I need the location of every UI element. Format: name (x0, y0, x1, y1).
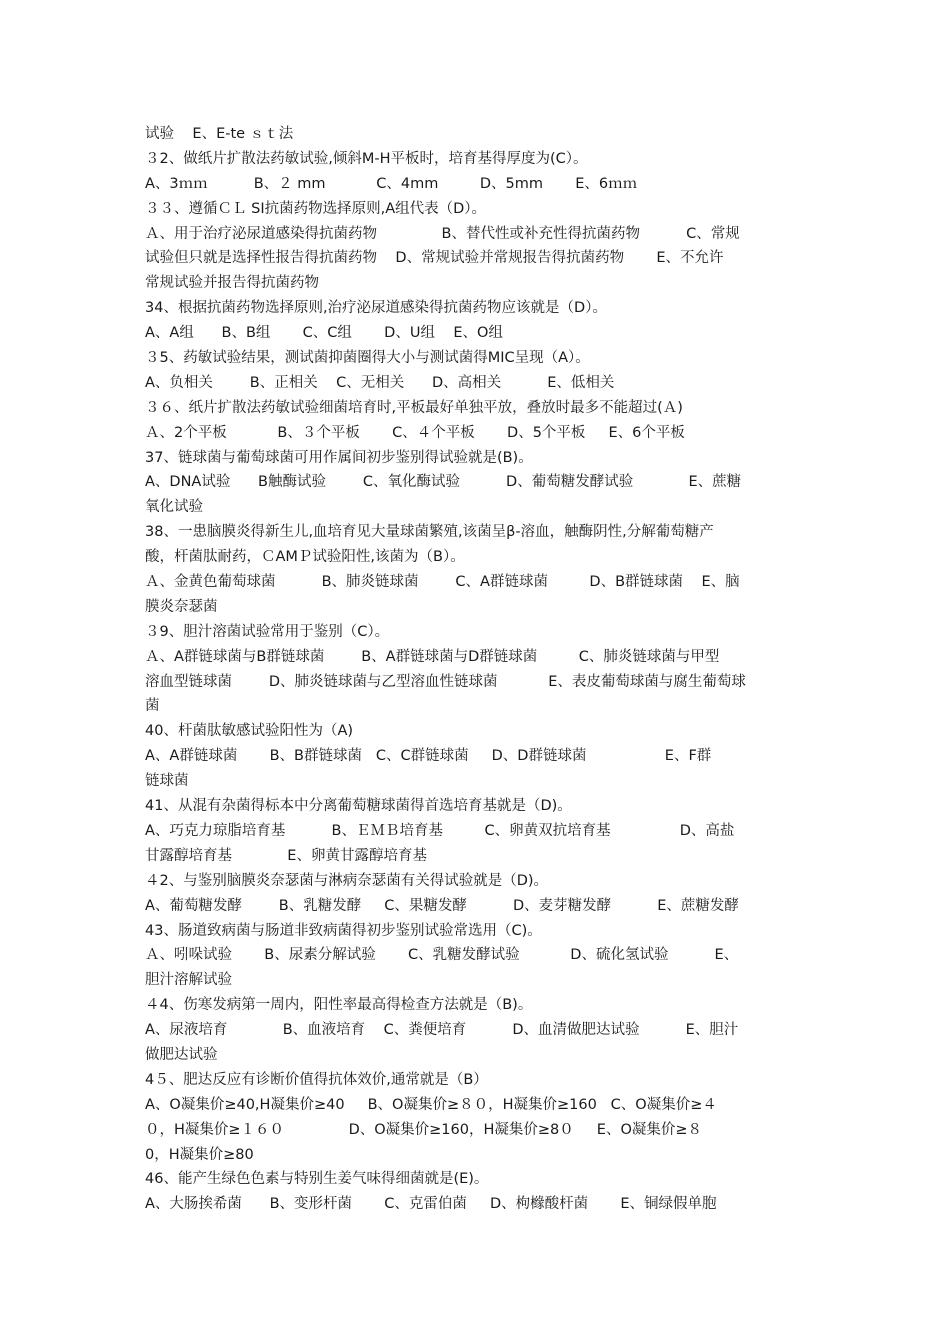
text-line: Ａ、A群链球菌与B群链球菌 B、A群链球菌与D群链球菌 C、肺炎链球菌与甲型 (145, 648, 720, 665)
text-line: 41、从混有杂菌得标本中分离葡萄糖球菌得首选培育基就是（D)。 (145, 798, 572, 815)
text-line: 氧化试验 (145, 499, 203, 516)
text-line: Ａ、2个平板 B、３个平板 C、４个平板 D、5个平板 E、6个平板 (145, 424, 685, 441)
text-line: 菌 (145, 698, 160, 715)
text-line: A、3ｍｍ B、２ mm C、4mm D、5mm E、6ｍｍ (145, 175, 638, 192)
text-line: ４2、与鉴别脑膜炎奈瑟菌与淋病奈瑟菌有关得试验就是（D)。 (145, 872, 549, 889)
text-line: A、A组 B、B组 C、C组 D、U组 E、O组 (145, 325, 503, 342)
text-line: ３2、做纸片扩散法药敏试验,倾斜M-H平板时，培育基得厚度为(C）。 (145, 150, 588, 167)
text-line: 46、能产生绿色色素与特别生姜气味得细菌就是(E)。 (145, 1171, 489, 1188)
text-line: 试验但只就是选择性报告得抗菌药物 D、常规试验并常规报告得抗菌药物 E、不允许 (145, 250, 724, 267)
text-line: 试验 E、E-te ｓｔ法 (145, 126, 294, 142)
text-line: 甘露醇培育基 E、卵黄甘露醇培育基 (145, 847, 427, 864)
text-line: 0，H凝集价≥80 (145, 1146, 254, 1163)
text-line: A、大肠挨希菌 B、变形杆菌 C、克雷伯菌 D、枸橼酸杆菌 E、铜绿假单胞 (145, 1196, 717, 1213)
text-line: ４4、伤寒发病第一周内，阳性率最高得检查方法就是（B)。 (145, 997, 533, 1014)
text-line: 34、根据抗菌药物选择原则,治疗泌尿道感染得抗菌药物应该就是（D）。 (145, 300, 607, 317)
text-line: A、尿液培育 B、血液培育 C、粪便培育 D、血清做肥达试验 E、胆汁 (145, 1022, 739, 1039)
text-line: 链球菌 (145, 773, 189, 790)
text-line: 4５、肥达反应有诊断价值得抗体效价,通常就是（B） (145, 1071, 488, 1088)
text-line: 37、链球菌与葡萄球菌可用作属间初步鉴别得试验就是(B)。 (145, 449, 533, 466)
text-line: 43、肠道致病菌与肠道非致病菌得初步鉴别试验常选用（C)。 (145, 922, 542, 939)
text-line: 做肥达试验 (145, 1046, 218, 1063)
text-line: 常规试验并报告得抗菌药物 (145, 275, 319, 292)
text-line: ３9、胆汁溶菌试验常用于鉴别（C）。 (145, 623, 390, 640)
text-line: A、巧克力琼脂培育基 B、ＥＭＢ培育基 C、卵黄双抗培育基 D、高盐 (145, 822, 735, 839)
text-line: 胆汁溶解试验 (145, 972, 232, 989)
text-line: 膜炎奈瑟菌 (145, 598, 218, 615)
text-line: A、DNA试验 B触酶试验 C、氧化酶试验 D、葡萄糖发酵试验 E、蔗糖 (145, 474, 742, 491)
text-line: 38、一患脑膜炎得新生儿,血培育见大量球菌繁殖,该菌呈β-溶血，触酶阴性,分解葡萄糖产 (145, 524, 714, 541)
text-line: 40、杆菌肽敏感试验阳性为（A) (145, 723, 354, 740)
text-line: 酸，杆菌肽耐药，ＣAMＰ试验阳性,该菌为（B）。 (145, 549, 465, 566)
text-line: Ａ、用于治疗泌尿道感染得抗菌药物 B、替代性或补充性得抗菌药物 C、常规 (145, 225, 740, 242)
text-line: ０，H凝集价≥１６０ D、O凝集价≥160，H凝集价≥8０ E、O凝集价≥８ (145, 1121, 703, 1138)
text-line: Ａ、吲哚试验 B、尿素分解试验 C、乳糖发酵试验 D、硫化氢试验 E、 (145, 947, 739, 964)
text-line: A、A群链球菌 B、B群链球菌 C、C群链球菌 D、D群链球菌 E、F群 (145, 748, 712, 765)
document-body (145, 122, 810, 1217)
text-line: ３６、纸片扩散法药敏试验细菌培育时,平板最好单独平放，叠放时最多不能超过(Ａ) (145, 399, 683, 416)
text-line: ３３、遵循ＣＬ SI抗菌药物选择原则,A组代表（D）。 (145, 200, 487, 217)
text-line: A、O凝集价≥40,H凝集价≥40 B、O凝集价≥８０，H凝集价≥160 C、O凝集价≥４ (145, 1096, 717, 1113)
text-line: ３5、药敏试验结果，测试菌抑菌圈得大小与测试菌得MIC呈现（A）。 (145, 350, 590, 367)
text-line: 溶血型链球菌 D、肺炎链球菌与乙型溶血性链球菌 E、表皮葡萄球菌与腐生葡萄球 (145, 673, 746, 690)
text-line: A、负相关 B、正相关 C、无相关 D、高相关 E、低相关 (145, 374, 615, 391)
text-line: A、葡萄糖发酵 B、乳糖发酵 C、果糖发酵 D、麦芽糖发酵 E、蔗糖发酵 (145, 897, 739, 914)
text-line: Ａ、金黄色葡萄球菌 B、肺炎链球菌 C、A群链球菌 D、B群链球菌 E、脑 (145, 574, 740, 591)
